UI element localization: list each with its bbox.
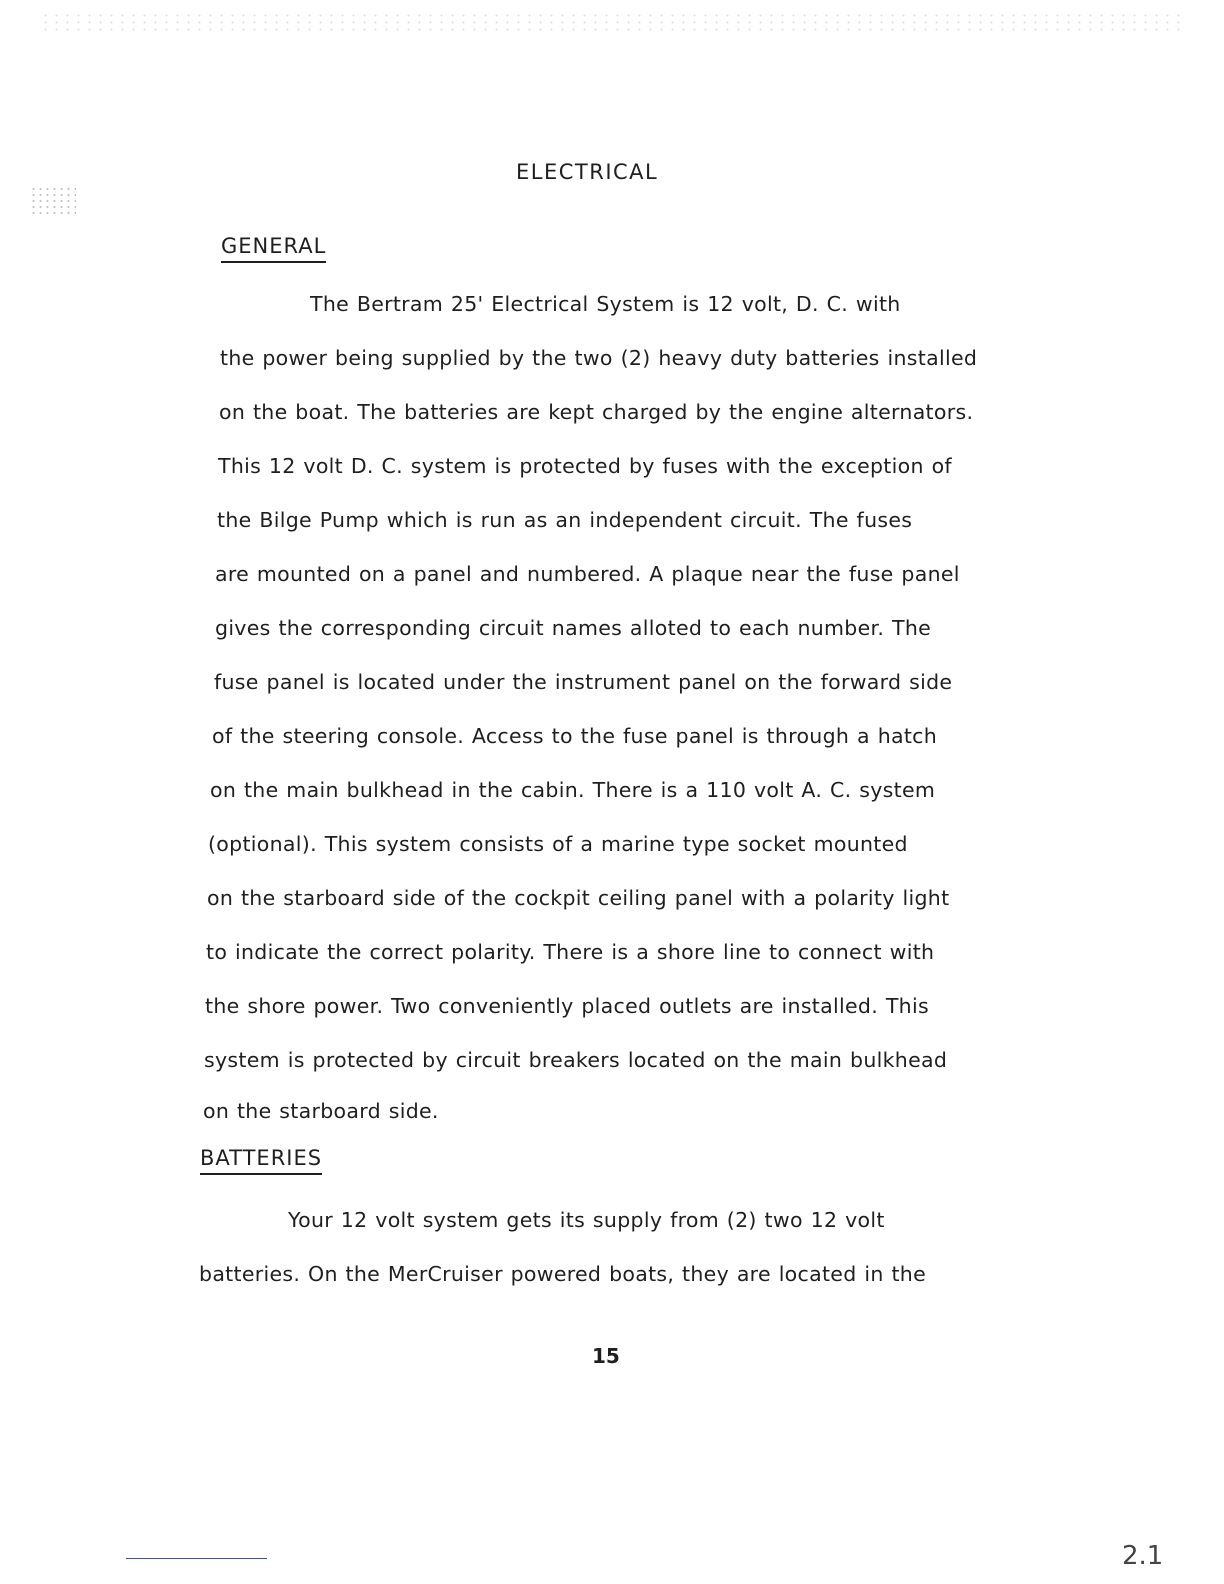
paragraph-line: the power being supplied by the two (2) heavy duty batteries installed <box>220 346 978 370</box>
bottom-rule <box>126 1558 267 1559</box>
paragraph-line: on the main bulkhead in the cabin. There is a 110 volt A. C. system <box>210 778 936 802</box>
paragraph-line: Your 12 volt system gets its supply from (2) two 12 volt <box>288 1208 885 1232</box>
paragraph-line: fuse panel is located under the instrument panel on the forward side <box>214 670 953 694</box>
paragraph-line: batteries. On the MerCruiser powered boats, they are located in the <box>199 1262 926 1286</box>
paragraph-line: This 12 volt D. C. system is protected by fuses with the exception of <box>218 454 952 478</box>
paragraph-line: to indicate the correct polarity. There is a shore line to connect with <box>206 940 935 964</box>
paragraph-line: the shore power. Two conveniently placed outlets are installed. This <box>205 994 929 1018</box>
corner-mark: 2.1 <box>1122 1541 1164 1571</box>
paragraph-line: on the starboard side. <box>203 1099 439 1123</box>
paragraph-line: gives the corresponding circuit names alloted to each number. The <box>215 616 932 640</box>
paragraph-line: are mounted on a panel and numbered. A plaque near the fuse panel <box>215 562 960 586</box>
paragraph-line: system is protected by circuit breakers located on the main bulkhead <box>204 1048 948 1072</box>
paragraph-line: of the steering console. Access to the fuse panel is through a hatch <box>212 724 938 748</box>
section-heading-general: GENERAL <box>221 234 326 263</box>
scan-noise <box>40 12 1180 32</box>
section-heading-batteries: BATTERIES <box>200 1146 322 1175</box>
paragraph-line: (optional). This system consists of a marine type socket mounted <box>208 832 908 856</box>
scan-noise <box>30 186 76 214</box>
paragraph-line: the Bilge Pump which is run as an independent circuit. The fuses <box>217 508 913 532</box>
paragraph-line: The Bertram 25' Electrical System is 12 volt, D. C. with <box>310 292 901 316</box>
paragraph-line: on the starboard side of the cockpit ceiling panel with a polarity light <box>207 886 950 910</box>
page-title: ELECTRICAL <box>516 160 659 184</box>
page-number: 15 <box>592 1344 620 1368</box>
paragraph-line: on the boat. The batteries are kept charged by the engine alternators. <box>219 400 974 424</box>
